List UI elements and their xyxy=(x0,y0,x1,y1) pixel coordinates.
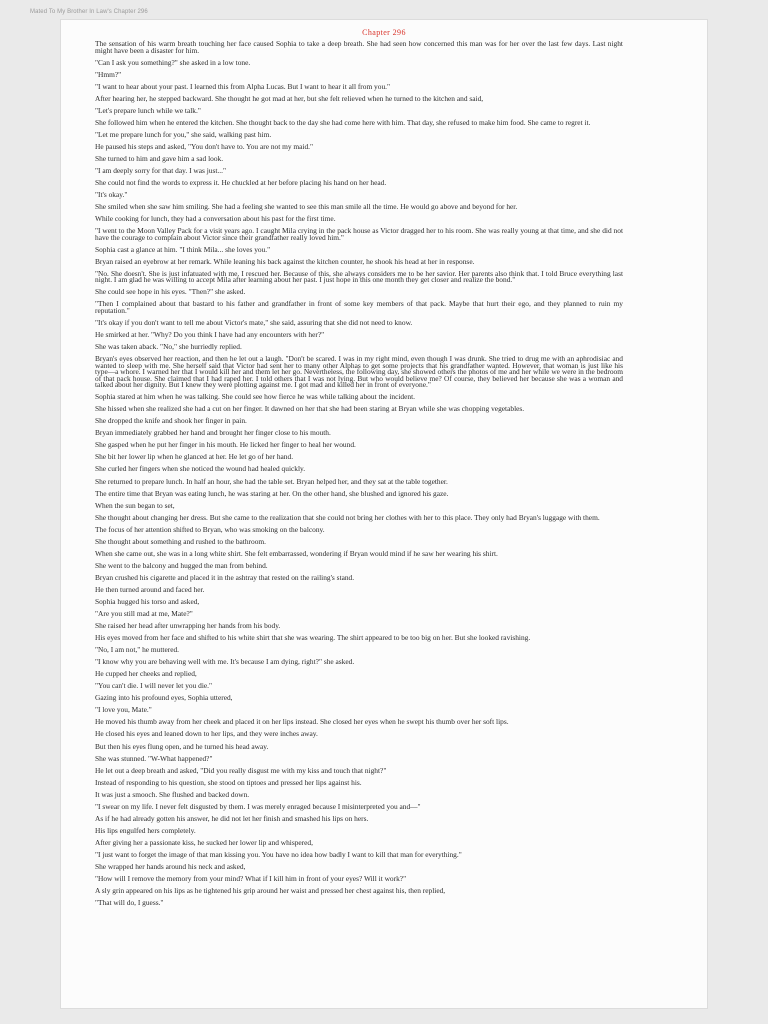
paragraph: "No. She doesn't. She is just infatuated with me. I rescued her. Because of this, she always considers me to be her savior. Her parents also think that. I told Bruce everything last night. I am glad he was willing to accept Mila after learning about her past. I just hope in this one month they get closer and realize the bond." xyxy=(95,268,623,285)
paragraph: The entire time that Bryan was eating lunch, he was staring at her. On the other hand, she blushed and ignored his gaze. xyxy=(95,488,449,498)
paragraph: She thought about changing her dress. But she came to the realization that she could not bring her clothes with her to this place. They only had Bryan's luggage with them. xyxy=(95,512,600,522)
paragraph: When the sun began to set, xyxy=(95,500,175,510)
paragraph: "Then I complained about that bastard to his father and grandfather in front of some key members of that pack. Maybe that hurt their ego, and they planned to ruin my reputation." xyxy=(95,299,623,315)
paragraph: Sophia stared at him when he was talking. She could see how fierce he was while talking about the incident. xyxy=(95,392,415,402)
paragraph: "I just want to forget the image of that man kissing you. You have no idea how badly I want to kill that man for everything." xyxy=(95,849,462,859)
paragraph: "You can't die. I will never let you die." xyxy=(95,681,213,691)
paragraph: "I am deeply sorry for that day. I was just..." xyxy=(95,165,226,175)
paragraph: After giving her a passionate kiss, he sucked her lower lip and whispered, xyxy=(95,837,313,847)
paragraph: "Hmm?" xyxy=(95,69,122,79)
paragraph: She bit her lower lip when he glanced at her. He let go of her hand. xyxy=(95,452,294,462)
paragraph: "Let's prepare lunch while we talk." xyxy=(95,105,201,115)
paragraph: The focus of her attention shifted to Bryan, who was smoking on the balcony. xyxy=(95,524,325,534)
paragraph: Sophia cast a glance at him. "I think Mila... she loves you." xyxy=(95,244,271,254)
paragraph: He then turned around and faced her. xyxy=(95,584,205,594)
paragraph: Bryan's eyes observed her reaction, and then he let out a laugh. "Don't be scared. I was in my right mind, even though I was drunk. She tried to drug me with an aphrodisiac and wanted to sleep with me. She herself said that Victor had sent her to many other Alphas to get some projects that his grandfather wanted. However, that woman is just like his type—a whore. I warned her that I would kill her and them let her go. Nevertheless, the following day, she showed others the photos of me and her while we were in the bedroom of that pack house. She claimed that I had raped her. I told others that I was not lying. But who would believe me? Of course, they believed her because she was a woman and talked about her dignity. But I knew they were plotting against me. I got mad and killed her in front of everyone." xyxy=(95,354,623,390)
page-header: Mated To My Brother In Law's Chapter 296 xyxy=(30,9,148,15)
paragraph: She raised her head after unwrapping her hands from his body. xyxy=(95,621,281,631)
paragraph: Sophia hugged his torso and asked, xyxy=(95,596,200,606)
paragraph: "Are you still mad at me, Mate?" xyxy=(95,609,193,619)
paragraph: After hearing her, he stepped backward. She thought he got mad at her, but she felt relieved when he turned to the kitchen and said, xyxy=(95,93,484,103)
paragraph: "How will I remove the memory from your mind? What if I kill him in front of your eyes? Will it work?" xyxy=(95,874,407,884)
paragraph: "I love you, Mate." xyxy=(95,705,152,715)
paragraph: He let out a deep breath and asked, "Did you really disgust me with my kiss and touch that night?" xyxy=(95,765,387,775)
paragraph: It was just a smooch. She flushed and backed down. xyxy=(95,789,250,799)
paragraph: She hissed when she realized she had a cut on her finger. It dawned on her that she had been staring at Bryan while she was chopping vegetables. xyxy=(95,404,525,414)
paragraph: As if he had already gotten his answer, he did not let her finish and smashed his lips on hers. xyxy=(95,813,369,823)
paragraph: He closed his eyes and leaned down to her lips, and they were inches away. xyxy=(95,729,318,739)
paragraph: His eyes moved from her face and shifted to his white shirt that she was wearing. The shirt appeared to be too big on her. But she looked ravishing. xyxy=(95,633,531,643)
paragraph: He moved his thumb away from her cheek and placed it on her lips instead. She closed her eyes when he swept his thumb over her soft lips. xyxy=(95,717,509,727)
paragraph: Bryan immediately grabbed her hand and brought her finger close to his mouth. xyxy=(95,428,331,438)
paragraph: While cooking for lunch, they had a conversation about his past for the first time. xyxy=(95,214,336,224)
paragraph: She curled her fingers when she noticed the wound had healed quickly. xyxy=(95,464,306,474)
paragraph: He cupped her cheeks and replied, xyxy=(95,669,197,679)
paragraph: She followed him when he entered the kitchen. She thought back to the day she had come here with him. That day, she refused to make him food. She came to regret it. xyxy=(95,117,591,127)
paragraph: She could not find the words to express it. He chuckled at her before placing his hand on her head. xyxy=(95,178,387,188)
paragraph: Instead of responding to his question, she stood on tiptoes and pressed her lips against his. xyxy=(95,777,362,787)
paragraph: When she came out, she was in a long white shirt. She felt embarrassed, wondering if Bryan would mind if he saw her wearing his shirt. xyxy=(95,548,498,558)
paragraph: But then his eyes flung open, and he turned his head away. xyxy=(95,741,269,751)
paragraph: "I know why you are behaving well with me. It's because I am dying, right?" she asked. xyxy=(95,657,355,667)
paragraph: Bryan crushed his cigarette and placed it in the ashtray that rested on the railing's stand. xyxy=(95,572,355,582)
paragraph: Gazing into his profound eyes, Sophia uttered, xyxy=(95,693,233,703)
paragraph: His lips engulfed hers completely. xyxy=(95,825,196,835)
paragraph: She returned to prepare lunch. In half an hour, she had the table set. Bryan helped her, and they sat at the table together. xyxy=(95,476,448,486)
chapter-body xyxy=(95,41,623,912)
paragraph: "I swear on my life. I never felt disgusted by them. I was merely enraged because I misinterpreted you and—" xyxy=(95,801,421,811)
paragraph: "That will do, I guess." xyxy=(95,898,164,908)
paragraph: "I went to the Moon Valley Pack for a visit years ago. I caught Mila crying in the pack house as Victor dragged her to his room. She was really young at that time, and she did not have the courage to complain about Victor since their grandfather really loved him." xyxy=(95,226,623,242)
paragraph: He smirked at her. "Why? Do you think I have had any encounters with her?" xyxy=(95,330,325,340)
paragraph: She wrapped her hands around his neck and asked, xyxy=(95,862,246,871)
paragraph: "It's okay." xyxy=(95,190,128,200)
paragraph: She dropped the knife and shook her finger in pain. xyxy=(95,416,247,426)
paragraph: A sly grin appeared on his lips as he tightened his grip around her waist and pressed her chest against his, then replied, xyxy=(95,886,446,896)
paragraph: She went to the balcony and hugged the man from behind. xyxy=(95,560,268,570)
chapter-title: Chapter 296 xyxy=(362,28,406,37)
paragraph: She was stunned. "W-What happened?" xyxy=(95,753,213,763)
paragraph: She was taken aback. "No," she hurriedly replied. xyxy=(95,342,242,352)
paragraph: "No, I am not," he muttered. xyxy=(95,645,180,655)
paragraph: "It's okay if you don't want to tell me about Victor's mate," she said, assuring that she did not need to know. xyxy=(95,317,413,327)
paragraph: She smiled when she saw him smiling. She had a feeling she wanted to see this man smile all the time. He would go above and beyond for her. xyxy=(95,202,518,212)
paragraph: She thought about something and rushed to the bathroom. xyxy=(95,536,266,546)
paragraph: She turned to him and gave him a sad look. xyxy=(95,153,224,163)
paragraph: "Can I ask you something?" she asked in a low tone. xyxy=(95,57,251,67)
paragraph: "I want to hear about your past. I learned this from Alpha Lucas. But I want to hear it all from you." xyxy=(95,81,391,91)
paragraph: She gasped when he put her finger in his mouth. He licked her finger to heal her wound. xyxy=(95,440,356,450)
paragraph: He paused his steps and asked, "You don't have to. You are not my maid." xyxy=(95,141,314,151)
paragraph: "Let me prepare lunch for you," she said, walking past him. xyxy=(95,129,272,139)
paragraph: Bryan raised an eyebrow at her remark. While leaning his back against the kitchen counter, he shook his head at her in response. xyxy=(95,256,475,266)
paragraph: The sensation of his warm breath touching her face caused Sophia to take a deep breath. She had seen how concerned this man was for her over the last few days. Last night might have been a disaster for him. xyxy=(95,39,623,55)
paragraph: She could see hope in his eyes. "Then?" she asked. xyxy=(95,287,246,297)
